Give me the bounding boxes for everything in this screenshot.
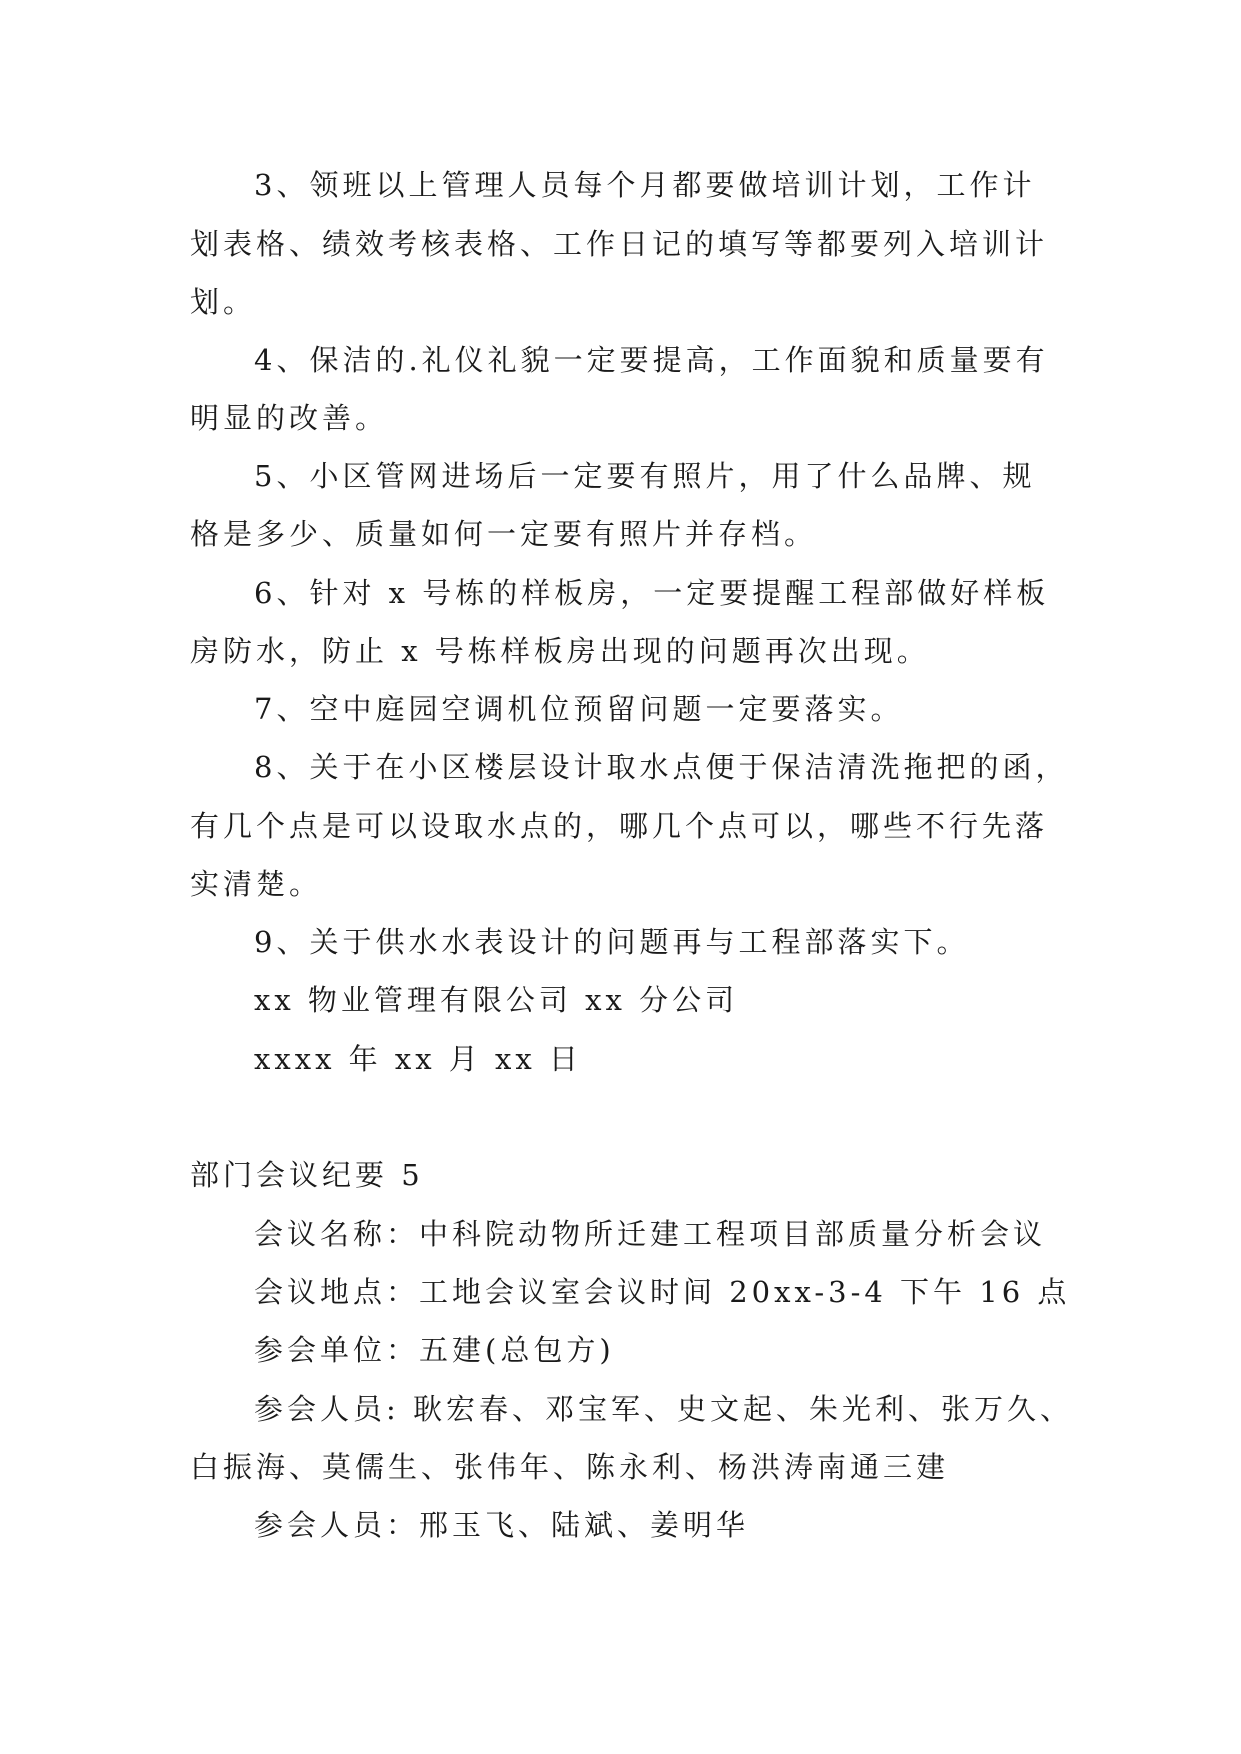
- paragraph-line: 5、小区管网进场后一定要有照片，用了什么品牌、规: [254, 459, 1036, 493]
- paragraph-line: 房防水，防止 x 号栋样板房出现的问题再次出现。: [190, 634, 930, 668]
- paragraph-line: 实清楚。: [190, 867, 323, 901]
- attendees-line: 白振海、莫儒生、张伟年、陈永利、杨洪涛南通三建: [190, 1450, 950, 1484]
- document-date: xxxx 年 xx 月 xx 日: [254, 1042, 582, 1076]
- attendees-line: 参会人员：邢玉飞、陆斌、姜明华: [254, 1508, 750, 1542]
- paragraph-line: 划表格、绩效考核表格、工作日记的填写等都要列入培训计: [190, 227, 1049, 261]
- paragraph-line: 格是多少、质量如何一定要有照片并存档。: [190, 517, 818, 551]
- paragraph-line: 划。: [190, 285, 257, 319]
- company-signature: xx 物业管理有限公司 xx 分公司: [254, 983, 739, 1017]
- section-heading: 部门会议纪要 5: [190, 1158, 424, 1192]
- paragraph-line: 8、关于在小区楼层设计取水点便于保洁清洗拖把的函，: [254, 750, 1069, 784]
- meeting-location-time: 会议地点：工地会议室会议时间 20xx-3-4 下午 16 点: [254, 1275, 1071, 1309]
- meeting-name: 会议名称：中科院动物所迁建工程项目部质量分析会议: [254, 1217, 1047, 1251]
- paragraph-line: 有几个点是可以设取水点的，哪几个点可以，哪些不行先落: [190, 809, 1049, 843]
- paragraph-line: 9、关于供水水表设计的问题再与工程部落实下。: [254, 925, 970, 959]
- attending-unit: 参会单位：五建(总包方): [254, 1333, 615, 1367]
- paragraph-line: 3、领班以上管理人员每个月都要做培训计划，工作计: [254, 168, 1036, 202]
- paragraph-line: 明显的改善。: [190, 401, 389, 435]
- paragraph-line: 7、空中庭园空调机位预留问题一定要落实。: [254, 692, 904, 726]
- attendees-line: 参会人员: 耿宏春、邓宝军、史文起、朱光利、张万久、: [254, 1392, 1073, 1426]
- paragraph-line: 6、针对 x 号栋的样板房，一定要提醒工程部做好样板: [254, 576, 1050, 610]
- paragraph-line: 4、保洁的.礼仪礼貌一定要提高，工作面貌和质量要有: [254, 343, 1049, 377]
